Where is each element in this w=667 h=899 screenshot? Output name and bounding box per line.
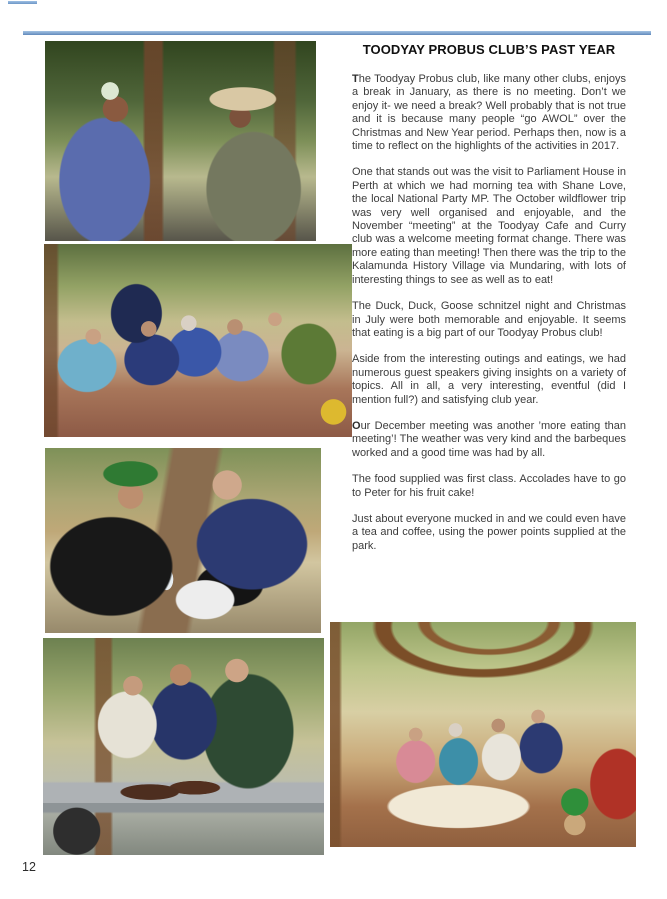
- paragraph-6: [352, 473, 626, 500]
- page-number: 12: [22, 860, 36, 874]
- lead-cap-1: T: [352, 73, 359, 85]
- paragraph-2: [352, 166, 626, 287]
- paragraph-4: [352, 353, 626, 407]
- lead-cap-5: O: [352, 419, 361, 432]
- paragraph-4-text: Aside from the interesting outings and eatings, we had numerous guest speakers giving insights on a variety of topics. All in all, a very interesting, eventful (did I mention full?) and satisfying club year.: [352, 353, 626, 406]
- photo-members-seated-under-gazebo: [44, 244, 352, 437]
- photo-barbecue-cooking: [43, 638, 324, 855]
- paragraph-2-text: One that stands out was the visit to Parliament House in Perth at which we had morning tea with Shane Love, the local National Party MP. The October wildflower trip was very well organised and enjoyable, and the November “meeting” at the Toodyay Cafe and Curry club was a welcome meeting format change. There was more eating than meeting! Then there was the trip to the Kalamunda History Village via Mundaring, with lots of interesting things to see as well as to eat!: [352, 166, 626, 286]
- paragraph-3-text: The Duck, Duck, Goose schnitzel night and Christmas in July were both memorable and enjoyable. It seems that eating is a big part of our Toodyay Probus club!: [352, 300, 626, 339]
- photo-group-under-curved-gazebo: [330, 622, 636, 847]
- header-rule: [23, 31, 651, 35]
- paragraph-7-text: Just about everyone mucked in and we could even have a tea and coffee, using the power points supplied at the park.: [352, 512, 626, 552]
- top-edge-accent-dash: [8, 1, 37, 4]
- paragraph-1: [352, 73, 626, 153]
- paragraph-5: [352, 420, 626, 460]
- paragraph-1-text: he Toodyay Probus club, like many other clubs, enjoys a break in January, as there is no meeting. Don’t we enjoy it- we need a break? Well probably that is not true and it is because many people “go AWOL” over the Christmas and New Year period. Perhaps then, now is a time to reflect on the highlights of the activities in 2017.: [352, 73, 626, 153]
- article-column: [352, 42, 626, 566]
- paragraph-7: [352, 513, 626, 553]
- photo-couple-at-table: [45, 448, 321, 633]
- photo-two-women-chatting: [45, 41, 316, 241]
- paragraph-5-text: ur December meeting was another ’more eating than meeting’! The weather was very kind and the barbeques worked and a good time was had by all.: [352, 419, 626, 459]
- paragraph-6-text: The food supplied was first class. Accolades have to go to Peter for his fruit cake!: [352, 473, 626, 499]
- paragraph-3: [352, 300, 626, 340]
- article-title: TOODYAY PROBUS CLUB’S PAST YEAR: [362, 42, 616, 57]
